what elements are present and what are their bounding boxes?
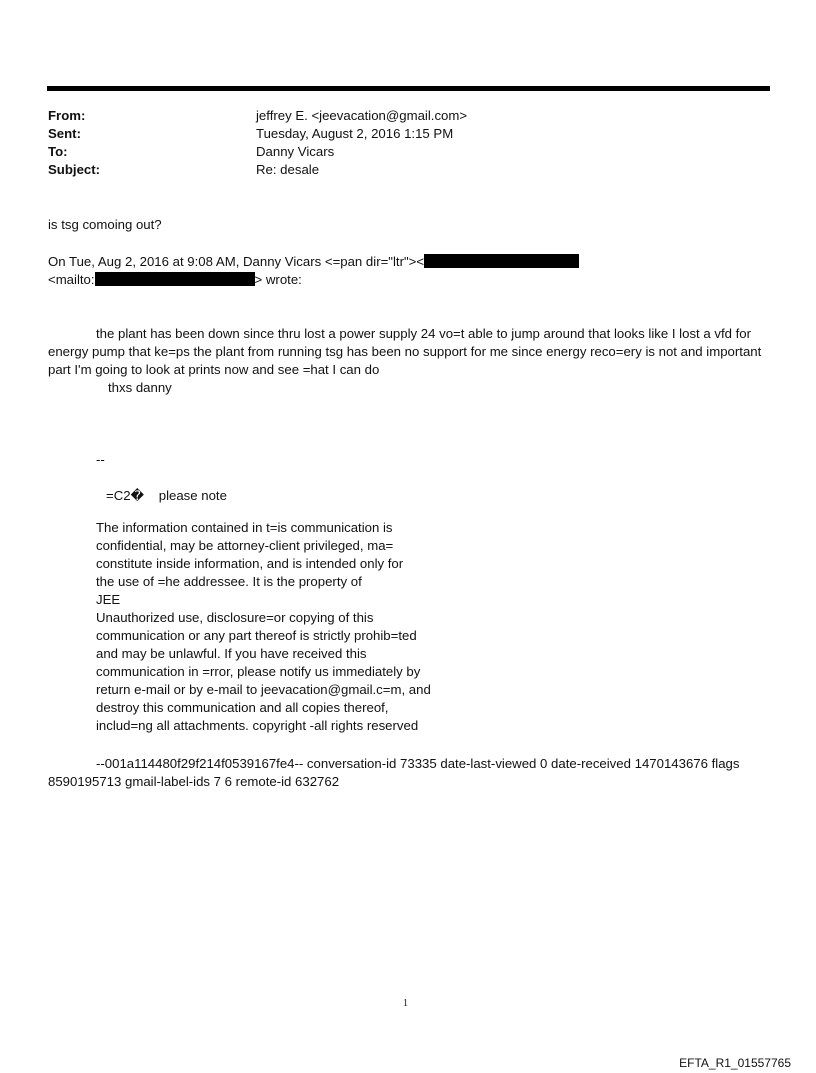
from-value: jeffrey E. <jeevacation@gmail.com>: [256, 108, 468, 123]
mailto-prefix: <mailto:: [48, 272, 95, 287]
disclaimer-line: confidential, may be attorney-client privileged, ma=: [96, 538, 394, 553]
quoted-signoff: thxs danny: [108, 380, 172, 395]
message-metadata: --001a114480f29f214f0539167fe4-- conversation-id 73335 date-last-viewed 0 date-received 1470143676 flags 8590195713 gmail-label-ids 7 6 remote-id 632762: [48, 756, 740, 789]
disclaimer-line: Unauthorized use, disclosure=or copying of this: [96, 610, 374, 625]
to-value: Danny Vicars: [256, 144, 335, 159]
to-row: [48, 143, 467, 161]
sent-label: Sent:: [48, 126, 81, 141]
quoted-message: the plant has been down since thru lost a power supply 24 vo=t able to jump around that looks like I lost a vfd for energy pump that ke=ps the plant from running tsg has been no support for me since energy reco=ery is not and important part I'm going to look at prints now and see =hat I can do: [48, 326, 762, 377]
subject-value: Re: desale: [256, 162, 320, 177]
disclaimer-line: JEE: [96, 592, 121, 607]
quote-attribution-text: On Tue, Aug 2, 2016 at 9:08 AM, Danny Vicars <=pan dir="ltr"><: [48, 254, 425, 269]
disclaimer-line: constitute inside information, and is intended only for: [96, 556, 404, 571]
disclaimer-line: communication in =rror, please notify us immediately by: [96, 664, 421, 679]
sent-value: Tuesday, August 2, 2016 1:15 PM: [256, 126, 454, 141]
quote-attribution-line1: [48, 253, 579, 271]
please-note: =C2� please note: [106, 488, 227, 503]
disclaimer-line: communication or any part thereof is strictly prohib=ted: [96, 628, 417, 643]
disclaimer: [96, 519, 476, 735]
subject-label: Subject:: [48, 162, 101, 177]
subject-row: [48, 161, 467, 179]
disclaimer-line: the use of =he addressee. It is the property of: [96, 574, 362, 589]
disclaimer-line: return e-mail or by e-mail to jeevacation@gmail.c=m, and: [96, 682, 431, 697]
from-row: [48, 107, 467, 125]
disclaimer-line: destroy this communication and all copies thereof,: [96, 700, 389, 715]
document-id: EFTA_R1_01557765: [679, 1056, 791, 1070]
sent-row: [48, 125, 467, 143]
signature-separator: --: [96, 452, 105, 467]
disclaimer-line: includ=ng all attachments. copyright -all rights reserved: [96, 718, 419, 733]
from-label: From:: [48, 108, 86, 123]
wrote-text: > wrote:: [254, 272, 302, 287]
email-header: [48, 107, 467, 179]
disclaimer-line: and may be unlawful. If you have received this: [96, 646, 367, 661]
quote-attribution-line2: [48, 271, 302, 289]
redaction-block: [95, 272, 255, 286]
reply-text: is tsg comoing out?: [48, 217, 162, 232]
redaction-block: [424, 254, 579, 268]
disclaimer-line: The information contained in t=is communication is: [96, 520, 393, 535]
page-number: 1: [403, 998, 408, 1009]
to-label: To:: [48, 144, 68, 159]
header-rule: [47, 86, 770, 91]
